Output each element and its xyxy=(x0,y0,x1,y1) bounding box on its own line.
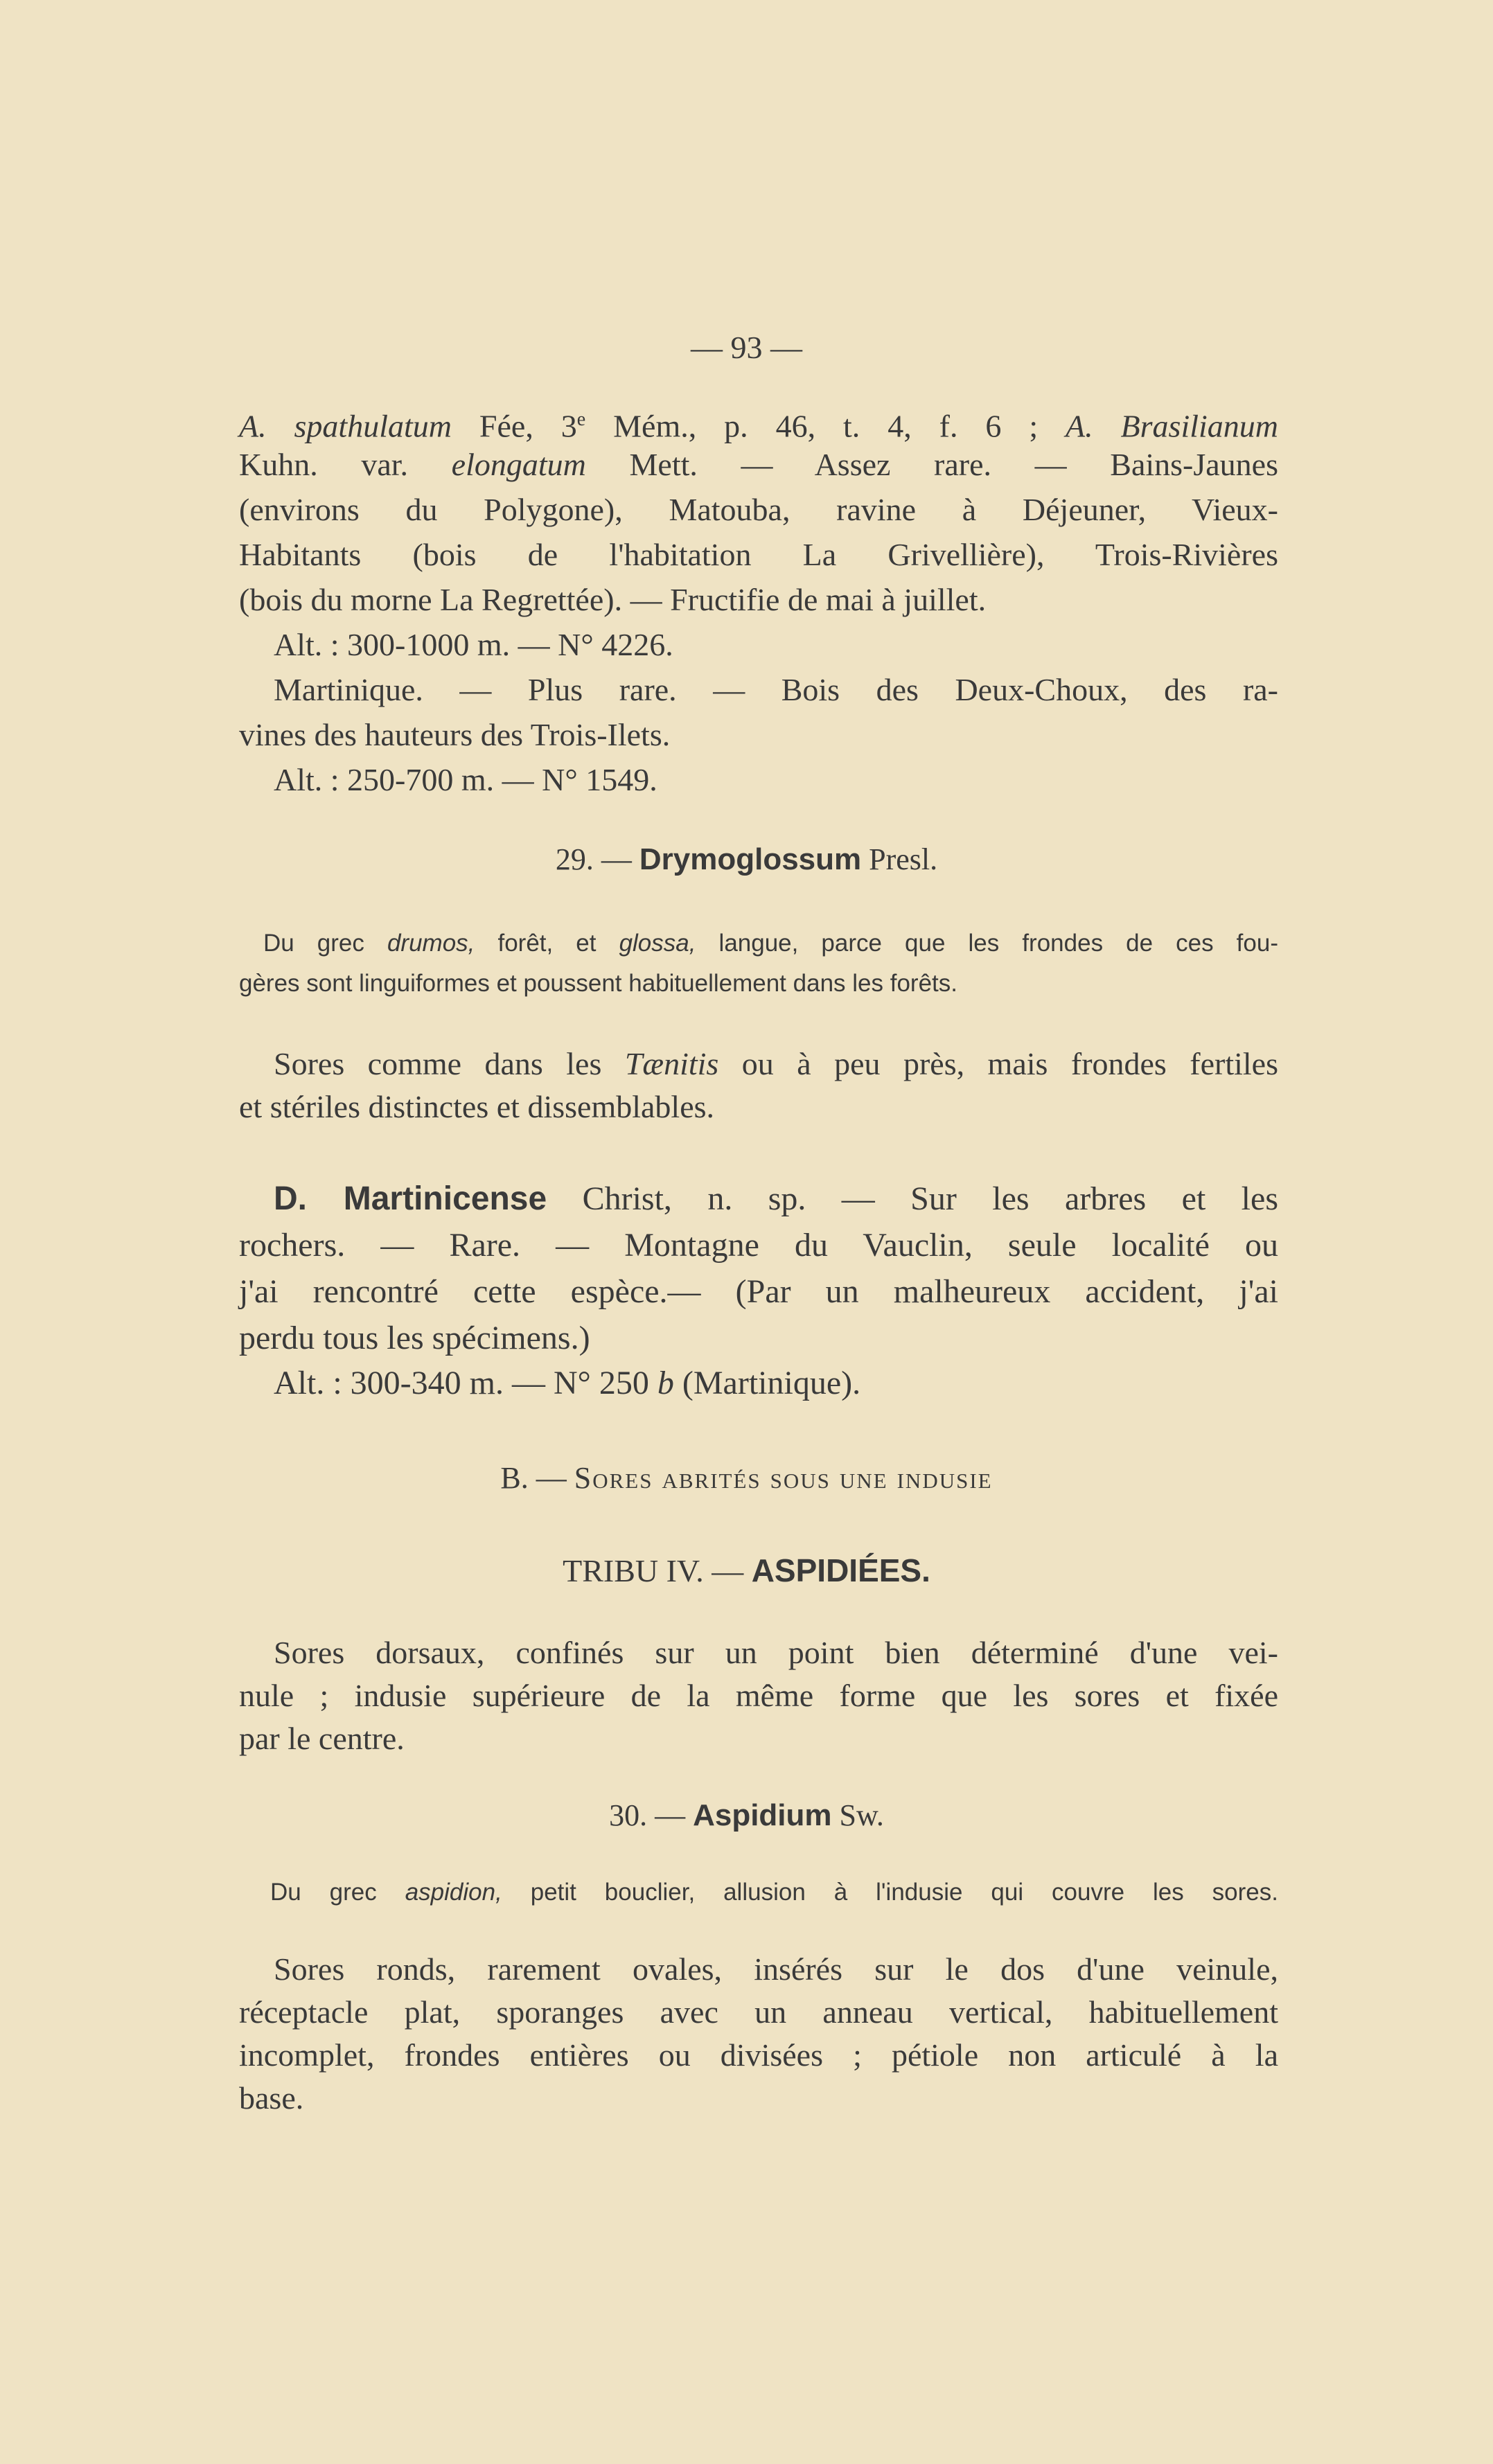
tribe-description-3: par le centre. xyxy=(239,1721,405,1756)
genus-30-description-4: base. xyxy=(239,2080,304,2116)
species-d-line-3: j'ai rencontré cette espèce.— (Par un malheureux accident, j'ai xyxy=(239,1273,1278,1310)
genus-29-etymology-2: gères sont linguiformes et poussent habituellement dans les forêts. xyxy=(239,970,957,997)
species-d-line-2: rochers. — Rare. — Montagne du Vauclin, seule localité ou xyxy=(239,1227,1278,1264)
entry-a-line-3: (environs du Polygone), Matouba, ravine à Déjeuner, Vieux- xyxy=(239,492,1278,527)
section-b-heading: B. — Sores abrités sous une indusie xyxy=(500,1461,993,1495)
species-d-line-1: D. Martinicense Christ, n. sp. — Sur les arbres et les xyxy=(274,1180,1278,1217)
entry-a-line-1: A. spathulatum Fée, 3e Mém., p. 46, t. 4, f. 6 ; A. Brasilianum xyxy=(239,408,1279,444)
entry-a-martinique-1: Martinique. — Plus rare. — Bois des Deux-Choux, des ra- xyxy=(274,672,1278,707)
page-number: — 93 — xyxy=(691,330,802,365)
entry-a-altitude: Alt. : 300-1000 m. — N° 4226. xyxy=(274,627,673,662)
tribe-heading: TRIBU IV. — ASPIDIÉES. xyxy=(563,1552,930,1588)
tribe-description-2: nule ; indusie supérieure de la même forme que les sores et fixée xyxy=(239,1678,1278,1713)
genus-30-heading: 30. — Aspidium Sw. xyxy=(609,1798,884,1832)
genus-30-etymology: Du grec aspidion, petit bouclier, allusion à l'indusie qui couvre les sores. xyxy=(270,1879,1278,1906)
genus-29-description-1: Sores comme dans les Tænitis ou à peu près, mais frondes fertiles xyxy=(274,1046,1278,1081)
species-d-altitude: Alt. : 300-340 m. — N° 250 b (Martinique). xyxy=(274,1365,861,1401)
entry-a-line-5: (bois du morne La Regrettée). — Fructifie de mai à juillet. xyxy=(239,582,987,617)
genus-29-etymology-1: Du grec drumos, forêt, et glossa, langue, parce que les frondes de ces fou- xyxy=(263,930,1278,957)
entry-a-martinique-altitude: Alt. : 250-700 m. — N° 1549. xyxy=(274,762,657,797)
entry-a-line-4: Habitants (bois de l'habitation La Grivellière), Trois-Rivières xyxy=(239,537,1278,572)
species-d-line-4: perdu tous les spécimens.) xyxy=(239,1320,590,1356)
entry-a-martinique-2: vines des hauteurs des Trois-Ilets. xyxy=(239,717,671,752)
genus-29-heading: 29. — Drymoglossum Presl. xyxy=(555,842,938,876)
genus-30-description-2: réceptacle plat, sporanges avec un anneau vertical, habituellement xyxy=(239,1994,1278,2030)
genus-30-description-3: incomplet, frondes entières ou divisées ; pétiole non articulé à la xyxy=(239,2037,1278,2073)
tribe-description-1: Sores dorsaux, confinés sur un point bien déterminé d'une vei- xyxy=(274,1635,1278,1670)
genus-29-description-2: et stériles distinctes et dissemblables. xyxy=(239,1089,715,1124)
entry-a-line-2: Kuhn. var. elongatum Mett. — Assez rare. — Bains-Jaunes xyxy=(239,447,1279,482)
genus-30-description-1: Sores ronds, rarement ovales, insérés sur le dos d'une veinule, xyxy=(274,1951,1278,1987)
